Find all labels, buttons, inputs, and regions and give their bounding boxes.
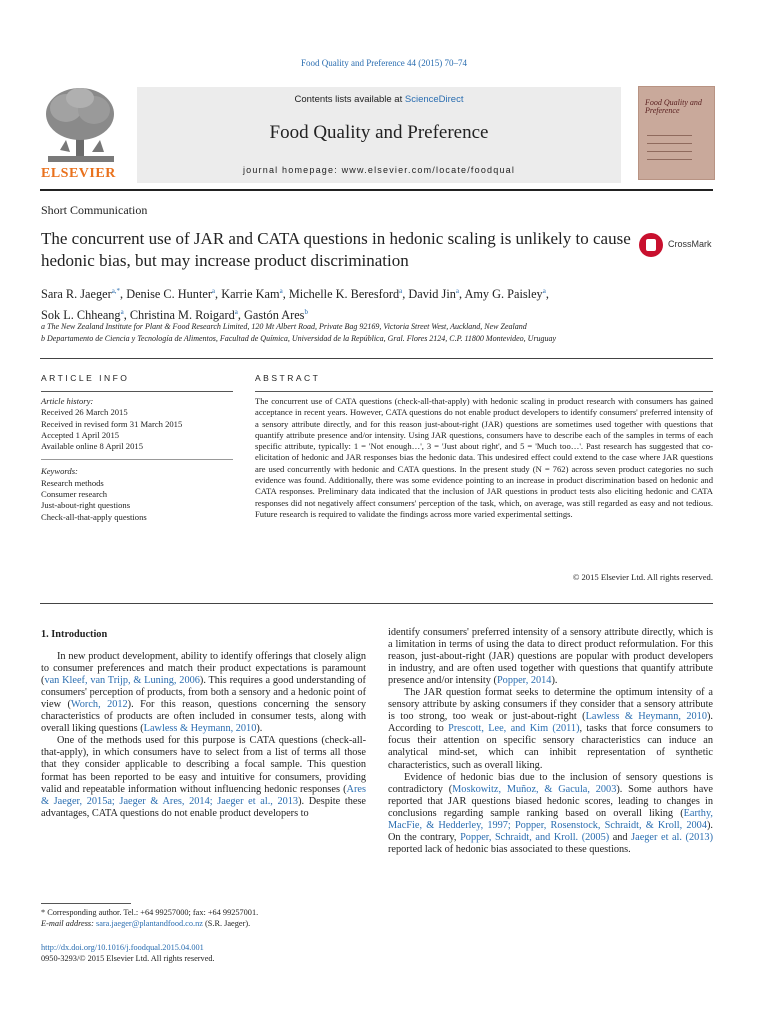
elsevier-wordmark: ELSEVIER (41, 166, 116, 181)
author[interactable]: Sok L. Chheang (41, 308, 121, 323)
journal-reference[interactable]: Food Quality and Preference 44 (2015) 70–74 (301, 58, 467, 68)
history-item: Received 26 March 2015 (41, 407, 128, 418)
citation-link[interactable]: Earthy, MacFie, & Hedderley, 1997; Popper, Rosenstock, Schraidt, & Kroll, 2004 (388, 807, 713, 831)
email-link[interactable]: sara.jaeger@plantandfood.co.nz (96, 919, 203, 928)
copyright: © 2015 Elsevier Ltd. All rights reserved. (572, 572, 713, 582)
author[interactable]: David Jin (408, 287, 456, 302)
citation-link[interactable]: Ares & Jaeger, 2015a; Jaeger & Ares, 2014; Jaeger et al., 2013 (41, 783, 366, 807)
abstract-text: The concurrent use of CATA questions (check-all-that-apply) with hedonic scaling in product research with consumers has gained acceptance in recent years. However, CATA questions do not enable product developers to identify consumers' preferred intensity of a sensory attribute directly, and for this reason just-about-right (JAR) questions are sometimes used together with questions that quantify attribute presence and/or intensity. Using JAR questions, consumers have to describe each of the samples in terms of each specific attribute, typically: 1 = 'Not enough…', 3 = 'Just about right', and 5 = 'Much too…'. Past research has suggested that co-elicitation of hedonic and JAR responses bias the hedonic data. This undesired effect could extend to the case where JAR questions are used concurrently with hedonic and CATA questions. In the present study (N = 762) across seven product categories no such evidence was found. Additionally, there was some evidence pointing to an increase in product discrimination based on hedonic and CATA responses. Preliminary data indicated that the inclusion of JAR questions in product tests also eliciting hedonic and CATA responses did not negatively affect consumers' perception of the task, which, on average, was still regarded as easy and not tedious. Future research is required to validate the findings across more varied experimental settings. (255, 396, 713, 519)
citation-link[interactable]: van Kleef, van Trijp, & Luning, 2006 (44, 675, 200, 687)
affiliations (41, 321, 731, 345)
affiliation-rule (40, 358, 713, 359)
article-info (41, 396, 241, 523)
affiliation: b Departamento de Ciencia y Tecnología de Alimentos, Facultad de Química, Universidad de la República, Gral. Flores 2124, C.P. 11800 Montevideo, Uruguay (41, 334, 557, 343)
contents-line: Contents lists available at ScienceDirect (294, 94, 464, 105)
author-list: Sara R. Jaeger$^{a,*}$, Denise C. Hunter$^a$, Karrie Kam$^a$, Michelle K. Beresford$^a$, David Jin$^a$, Amy G. Paisley$^a$, Sok L. Chheang$^a$, Christina M. Roigard$^a$, Gastón Ares$^b$ (41, 287, 549, 323)
author[interactable]: Michelle K. Beresford (288, 287, 400, 302)
citation-link[interactable]: Popper, Schraidt, and Kroll. (2005) (460, 831, 610, 843)
author[interactable]: Christina M. Roigard (129, 308, 235, 323)
sciencedirect-link[interactable]: ScienceDirect (404, 94, 464, 105)
citation-link[interactable]: Lawless & Heymann, 2010 (143, 723, 257, 735)
citation-link[interactable]: Moskowitz, Muñoz, & Gacula, 2003 (452, 783, 617, 795)
author[interactable]: Gastón Ares (244, 308, 305, 323)
header-rule (40, 189, 713, 191)
author[interactable]: Amy G. Paisley (464, 287, 543, 302)
journal-name: Food Quality and Preference (269, 122, 489, 143)
journal-cover-image (638, 86, 715, 180)
paragraph: Evidence of hedonic bias due to the inclusion of sensory questions is contradictory (Moskowitz, Muñoz, & Gacula, 2003). Some authors have reported that JAR questions biased hedonic scores, leading to changes in conclusions regarding sample ranking based on overall liking (Earthy, MacFie, & Hedderley, 1997; Popper, Rosenstock, Schraidt, & Kroll, 2004). On the contrary, Popper, Schraidt, and Kroll. (2005) and Jaeger et al. (2013) reported lack of hedonic bias associated to these questions. (388, 771, 713, 855)
cover-title: Food Quality and Preference (645, 98, 702, 115)
history-label: Article history: (41, 396, 94, 406)
section-heading: 1. Introduction (41, 629, 108, 640)
citation-link[interactable]: Jaeger et al. (2013) (631, 831, 713, 843)
keywords-label: Keywords: (41, 466, 78, 477)
doi-block (41, 942, 215, 964)
article-info-heading: ARTICLE INFO (41, 373, 130, 383)
article-type: Short Communication (41, 203, 148, 217)
affiliation: a The New Zealand Institute for Plant & Food Research Limited, 120 Mt Albert Road, Private Bag 92169, Victoria Street West, Auckland, New Zealand (41, 322, 527, 331)
citation-link[interactable]: Lawless & Heymann, 2010 (585, 711, 707, 723)
keyword: Consumer research (41, 489, 108, 500)
keyword: Just-about-right questions (41, 500, 131, 511)
corresponding-author: * Corresponding author. Tel.: +64 99257000; fax: +64 99257001. (41, 908, 259, 917)
history-item: Available online 8 April 2015 (41, 441, 143, 452)
body-column-left (41, 627, 366, 820)
citation-link[interactable]: Prescott, Lee, and Kim (2011) (448, 723, 580, 735)
keyword: Check-all-that-apply questions (41, 511, 147, 522)
article-title: The concurrent use of JAR and CATA questions in hedonic scaling is unlikely to cause hedonic bias, but may increase product discrimination (41, 229, 631, 270)
journal-masthead (137, 87, 621, 183)
history-item: Accepted 1 April 2015 (41, 429, 120, 440)
history-item: Received in revised form 31 March 2015 (41, 418, 183, 429)
doi-link[interactable]: http://dx.doi.org/10.1016/j.foodqual.2015.04.001 (41, 943, 204, 952)
paragraph: One of the methods used for this purpose is CATA questions (check-all-that-apply), in which consumers have to select from a list of terms all those that they consider applicable to describing a focal sample. This question format has been reported to be easy and intuitive for consumers, providing valid and repeatable information without influencing hedonic responses (Ares & Jaeger, 2015a; Jaeger & Ares, 2014; Jaeger et al., 2013). Despite these advantages, CATA questions do not enable product developers to (41, 735, 367, 819)
author[interactable]: Denise C. Hunter (126, 287, 212, 302)
citation-link[interactable]: Popper, 2014 (496, 675, 552, 687)
citation-link[interactable]: Worch, 2012 (70, 699, 128, 711)
issn: 0950-3293/© 2015 Elsevier Ltd. All rights reserved. (41, 954, 215, 963)
keyword: Research methods (41, 477, 104, 488)
abstract-heading: ABSTRACT (255, 373, 321, 383)
body-column-right (388, 627, 713, 856)
journal-homepage[interactable]: journal homepage: www.elsevier.com/locate/foodqual (242, 165, 516, 175)
paragraph: The JAR question format seeks to determine the optimum intensity of a sensory attribute by asking consumers if they consider that a sensory attribute is too strong, too weak or just-about-right (Lawless & Heymann, 2010). According to Prescott, Lee, and Kim (2011), tasks that force consumers to focus their attention on specific sensory characteristics can induce an analytical mind-set, which can inhibit representation of synthetic characteristics, such as overall liking. (388, 687, 713, 771)
author[interactable]: Sara R. Jaeger (41, 287, 112, 302)
footnote: * Corresponding author. Tel.: +64 99257000; fax: +64 99257001. E-mail address: sara.jaeger@plantandfood.co.nz (S.R. Jaeger). (41, 907, 366, 929)
crossmark-icon (639, 233, 663, 257)
author[interactable]: Karrie Kam (221, 287, 280, 302)
crossmark-badge[interactable]: CrossMark (639, 233, 729, 259)
paragraph: In new product development, ability to identify offerings that closely align to consumer preferences and match their product expectations is paramount (van Kleef, van Trijp, & Luning, 2006). This requires a good understanding of consumers' perception of products, from both a sensory and a hedonic point of view (Worch, 2012). For this reason, questions concerning the sensory characteristics of products are often included in consumer tests, along with overall liking questions (Lawless & Heymann, 2010). (41, 651, 366, 735)
paragraph: identify consumers' preferred intensity of a sensory attribute directly, which is a limitation in terms of using the data to direct product reformulation. For this reason, just-about-right (JAR) questions are popular with product developers in industry, and are often used together with questions that quantify attribute presence and/or intensity (Popper, 2014). (388, 627, 713, 687)
